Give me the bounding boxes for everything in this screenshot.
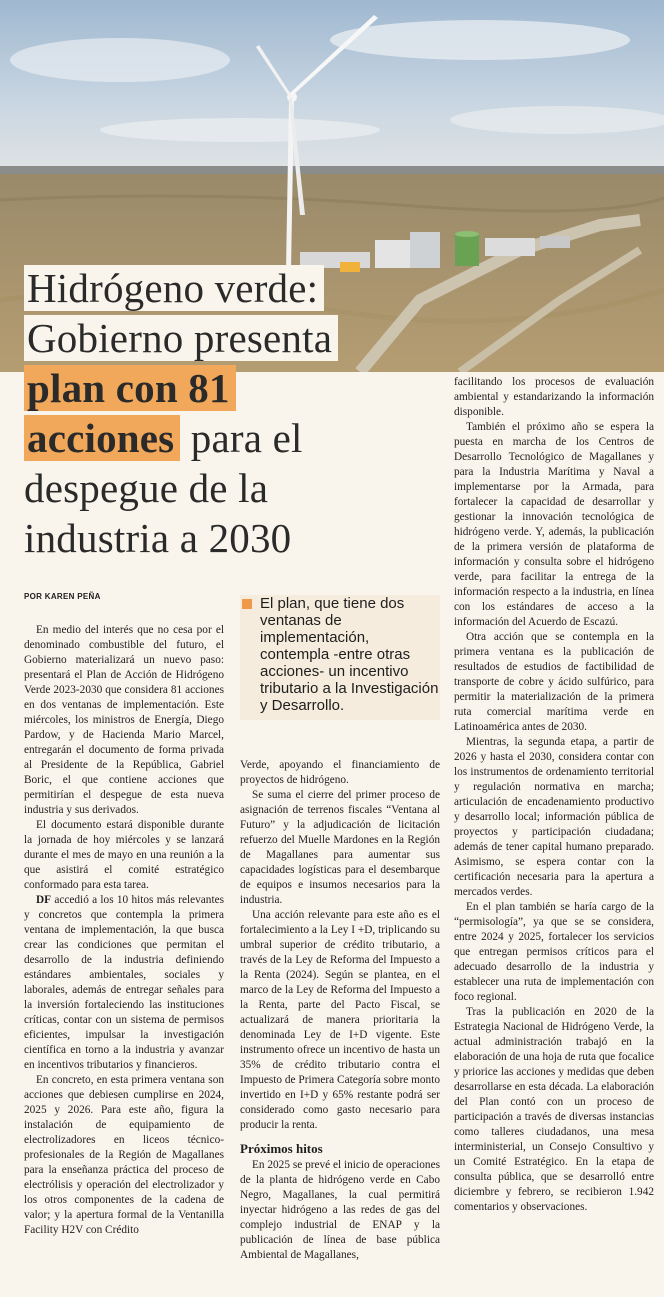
paragraph: Se suma el cierre del primer proceso de asignación de terrenos fiscales “Ventana al Futuro” y la adjudicación de licitación refuerzo del Muelle Mardones en la Región de Magallanes para aumentar sus capacidades logísticas para el desembarque de equipos e insumos necesarios para la industria. — [240, 789, 440, 906]
article-column-2 — [240, 758, 440, 1263]
paragraph: Tras la publicación en 2020 de la Estrategia Nacional de Hidrógeno Verde, la actual administración trabajó en la elaboración de una hoja de ruta que focalice y priorice las acciones y medidas que deben desarrollarse en esta década. La elaboración del Plan contó con un proceso de participación a través de diversas instancias como talleres ciudadanos, una mesa interministerial, un Consejo Consultivo y un Comité Estratégico. En la etapa de consulta pública, que se desarrolló entre diciembre y febrero, se recibieron 1.942 comentarios y observaciones. — [454, 1006, 654, 1213]
paragraph: Otra acción que se contempla en la primera ventana es la publicación de resultados de estudios de factibilidad de transporte de cobre y ácido sulfúrico, para permitir la materialización de la primera ruta comercial marítima verde en Latinoamérica antes de 2030. — [454, 631, 654, 733]
article-column-1 — [24, 623, 224, 1238]
pull-quote-text: El plan, que tiene dos ventanas de implementación, contempla -entre otras acciones- un incentivo tributario a la Investigación y Desarrollo. — [260, 595, 439, 714]
paragraph: DF accedió a los 10 hitos más relevantes y concretos que contempla la primera ventana de implementación, la que busca crear las condiciones que permitan el desarrollo de la industria definiendo estándares ambientales, sociales y laborales, además de entregar señales para la inversión fortaleciendo las instituciones críticas, contar con un sistema de permisos eficientes, impulsar la investigación científica en torno a la industria y avanzar en incentivos tributarios y financieros. — [24, 894, 224, 1071]
subheading: Próximos hitos — [240, 1141, 323, 1156]
paragraph: En medio del interés que no cesa por el denominado combustible del futuro, el Gobierno materializará un nuevo paso: presentará el Plan de Acción de Hidrógeno Verde 2023-2030 que considera 81 acciones en dos ventanas de implementación. Este miércoles, los ministros de Energía, Diego Pardow, y de Hacienda Mario Marcel, entregarán el documento de forma privada al Presidente de la República, Gabriel Boric, el que contiene acciones que permitirían el despegue de esta nueva industria y sus derivados. — [24, 624, 224, 816]
headline-line-2: Gobierno presenta — [24, 316, 338, 360]
headline-line-3: plan con 81 — [24, 366, 236, 410]
byline: POR KAREN PEÑA — [24, 592, 101, 601]
paragraph: En 2025 se prevé el inicio de operaciones de la planta de hidrógeno verde en Cabo Negro, Magallanes, la cual permitirá inyectar hidrógeno a las redes de gas del complejo industrial de ENAP y la publicación de línea de base pública Ambiental de Magallanes, — [240, 1159, 440, 1261]
paragraph: facilitando los procesos de evaluación ambiental y estandarizando la información disponible. — [454, 376, 654, 418]
headline-line-4: acciones para el — [24, 416, 303, 460]
paragraph: Mientras, la segunda etapa, a partir de 2026 y hasta el 2030, considera contar con los instrumentos de ordenamiento territorial y regulación normativa en marcha; articulación de encadenamiento productivo y desarrollo local; información pública de proyectos y participación ciudadana; además de tener capital humano preparado. Asimismo, se espera contar con la certificación necesaria para la apertura a mercados verdes. — [454, 736, 654, 898]
df-lead: DF — [36, 894, 52, 906]
orange-square-bullet — [242, 599, 252, 609]
paragraph: En concreto, en esta primera ventana son acciones que debiesen cumplirse en 2024, 2025 y 2026. Para este año, figura la instalación de equipamiento de electrolizadores en liceos técnico-profesionales de la Región de Magallanes para la enseñanza práctica del proceso de electrólisis y operación del electrolizador y los otros componentes de la cadena de valor; y la apertura formal de la Ventanilla Facility H2V con Crédito — [24, 1074, 224, 1236]
paragraph: También el próximo año se espera la puesta en marcha de los Centros de Desarrollo Tecnológico de Magallanes y para la Industria Marítima y Naval a implementarse por la Armada, para fortalecer la capacidad de desarrollar y gestionar la innovación tecnológica de hidrógeno verde. Y, además, la publicación de la primera versión de plataforma de información y consulta sobre el hidrógeno verde, para facilitar la entrega de la información respecto a la industria, en línea con los estándares de acceso a la información del Acuerdo de Escazú. — [454, 421, 654, 628]
paragraph: Una acción relevante para este año es el fortalecimiento a la Ley I +D, triplicando su umbral superior de crédito tributario, a través de la Ley de Reforma del Impuesto a la Renta (2024). Según se plantea, en el marco de la Ley de Reforma del Impuesto a la Renta, parte del Pacto Fiscal, se actualizará de manera prioritaria la denominada Ley de I+D vigente. Este instrumento ofrece un incentivo de hasta un 35% de crédito tributario contra el Impuesto de Primera Categoría sobre monto invertido en I+D y 65% restante podrá ser considerado como gasto necesario para producir la renta. — [240, 909, 440, 1131]
paragraph: El documento estará disponible durante la jornada de hoy miércoles y se lanzará durante el mes de mayo en una reunión a la que asistirá el comité estratégico conformado para esta tarea. — [24, 819, 224, 891]
paragraph: En el plan también se haría cargo de la “permisología”, ya que se se considera, entre 2024 y 2025, fortalecer los servicios que entregan permisos críticos para el adecuado desarrollo de la industria y establecer una ruta de implementación con foco regional. — [454, 901, 654, 1003]
headline-line-5: despegue de la — [24, 465, 269, 511]
paragraph: Verde, apoyando el financiamiento de proyectos de hidrógeno. — [240, 759, 440, 786]
headline-line-1: Hidrógeno verde: — [24, 266, 324, 310]
pull-quote — [240, 595, 440, 720]
headline-line-6: industria a 2030 — [24, 515, 292, 561]
article-column-3 — [454, 375, 654, 1215]
